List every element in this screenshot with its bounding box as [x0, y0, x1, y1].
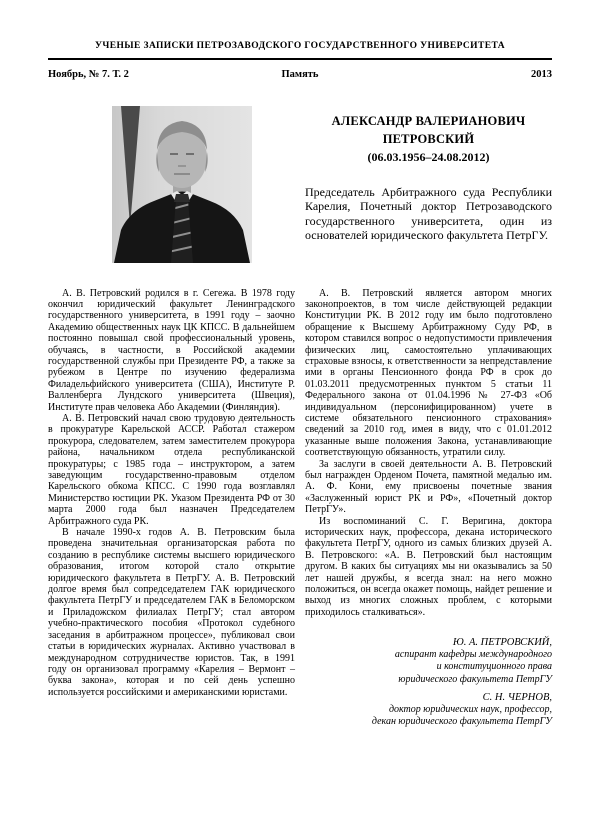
journal-title: УЧЕНЫЕ ЗАПИСКИ ПЕТРОЗАВОДСКОГО ГОСУДАРСТВЕННОГО УНИВЕРСИТЕТА: [95, 41, 505, 51]
body-columns: [48, 288, 552, 734]
tie-knot: [174, 194, 190, 202]
person-dates: (06.03.1956–24.08.2012): [367, 149, 490, 164]
masthead-rule: [48, 58, 552, 60]
issue-label: Ноябрь, № 7. Т. 2: [48, 68, 129, 80]
portrait-photo: [112, 106, 252, 263]
paragraph: В начале 1990-х годов А. В. Петровским была проведена значительная организаторская работа по созданию в республике системы высшего юридического образования, итогом которой стало открытие юридического факультета в ПетрГУ. А. В. Петровский долгое время был сопредседателем ГАК юридического факультета ПетрГУ и председателем ГАК в Беломорском и Приладожском филиалах ПетрГУ; стал автором учебно-практического пособия «Протокол судебного заседания в арбитражном процессе», публиковал свои статьи в юридических журналах. Активно участвовал в международном сотрудничестве юристов. Так, в 1991 году он организовал программу «Карелия – Вермонт – буква закона», которая и по сей день успешно используется российскими и американскими юристами.: [48, 527, 295, 698]
signature-role-line: доктор юридических наук, профессор,: [388, 703, 552, 715]
photo-cell: [48, 106, 296, 263]
headline-block: [305, 106, 552, 263]
person-position: Председатель Арбитражного суда Республики Карелия, Почетный доктор Петрозаводского государственного университета, один из основателей юридического факультета ПетрГУ.: [305, 184, 552, 243]
signature-role-line: аспирант кафедры международного: [394, 649, 552, 661]
signatures: [305, 636, 552, 728]
paragraph: А. В. Петровский родился в г. Сегежа. В 1978 году окончил юридический факультет Ленинградского государственного университета, в 1991 году – заочно Академию общественных наук ЦК КПСС. В дальнейшем постоянно повышал свой профессиональный уровень, обучаясь, в частности, в Российской академии государственной службы при Президенте РФ, а также за рубежом в Центре по изучению федерализма Филадельфийского университета (США), Институте Р. Валленберга Лундского университета (Швеция), Институте прав человека Або Академии (Финляндия).: [48, 287, 295, 413]
signature-block: [305, 636, 552, 686]
signature-role-line: декан юридического факультета ПетрГУ: [371, 716, 552, 728]
signature-name: Ю. А. ПЕТРОВСКИЙ,: [452, 637, 552, 649]
section-label: Память: [281, 68, 319, 80]
year-label: 2013: [531, 68, 552, 80]
right-column: [305, 288, 552, 734]
signature-role-line: и конституционного права: [436, 661, 552, 673]
paragraph: За заслуги в своей деятельности А. В. Петровский был награжден Орденом Почета, памятной медалью им. А. Ф. Кони, ему присвоены почетные звания «Заслуженный юрист РК и РФ», «Почетный доктор ПетрГУ».: [305, 458, 552, 516]
signature-block: [305, 691, 552, 728]
paragraph: А. В. Петровский является автором многих законопроектов, в том числе действующей редакции Конституции РК. В 2012 году им было подготовлено обращение к Высшему Арбитражному Суду РФ, в котором ставился вопрос о недопустимости привлечения физических лиц, самостоятельно уплачивающих страховые взносы, к ответственности за непредставление ими в органы Пенсионного фонда РФ в срок до 01.03.2011 предусмотренных пунктом 5 статьи 11 Федерального закона от 01.04.1996 № 27-ФЗ «Об индивидуальном (персонифицированном) учете в системе обязательного пенсионного страхования» сведений за 2010 год, имея в виду, что с 01.01.2012 указанные выше положения Закона, устанавливающие соответствующую обязанность, утратили силу.: [305, 287, 552, 459]
person-name-line2: ПЕТРОВСКИЙ: [382, 131, 475, 146]
left-column: [48, 288, 295, 734]
paragraph: А. В. Петровский начал свою трудовую деятельность в прокуратуре Карельской АССР. Работал стажером прокурора, следователем, затем заместителем прокурора района, начальником отдела республиканской прокуратуры; с 1985 года – инструктором, а затем заведующим государственно-правовым отделом Карельского обкома КПСС. С 1990 года возглавлял Министерство юстиции РК. Указом Президента РФ от 30 марта 2000 года был назначен Председателем Арбитражного суда РК.: [48, 412, 295, 527]
issue-info-row: [48, 69, 552, 80]
intro-section: [48, 106, 552, 263]
paragraph: Из воспоминаний С. Г. Веригина, доктора исторических наук, профессора, декана исторического факультета ПетрГУ, одного из самых близких друзей А. В. Петровского: «А. В. Петровский был настоящим другом. В каких бы ситуациях мы ни оказывались за 50 лет нашей дружбы, я всегда знал: на него можно положиться, он всегда окажет помощь, найдет решение и выход из многих сложных проблем, с которыми приходилось сталкиваться».: [305, 515, 552, 618]
signature-name: С. Н. ЧЕРНОВ,: [482, 691, 552, 703]
signature-role-line: юридического факультета ПетрГУ: [398, 673, 552, 685]
person-name-line1: АЛЕКСАНДР ВАЛЕРИАНОВИЧ: [331, 113, 526, 128]
